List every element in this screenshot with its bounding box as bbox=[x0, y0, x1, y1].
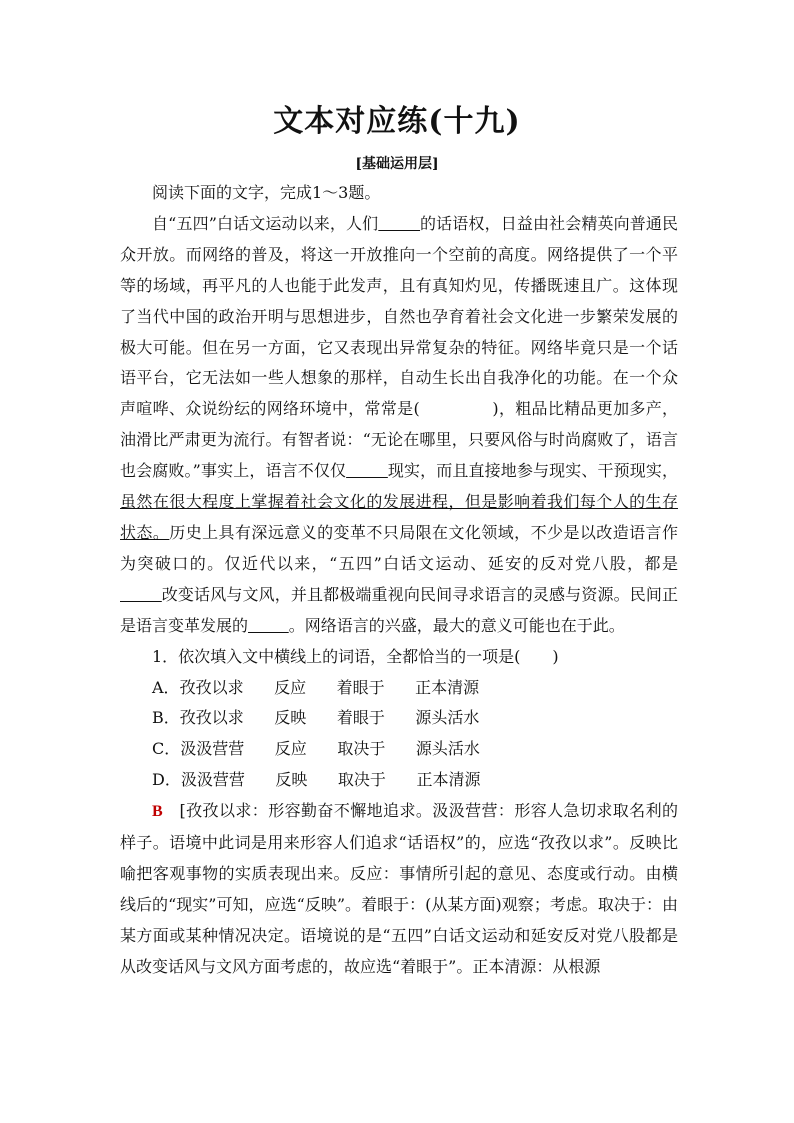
option-word: 孜孜以求 bbox=[179, 677, 244, 697]
fill-blank-4 bbox=[248, 616, 289, 635]
fill-blank-2 bbox=[346, 461, 388, 480]
option-word: 取决于 bbox=[337, 739, 386, 759]
question-stem: 1．依次填入文中横线上的词语，全都恰当的一项是( ) bbox=[152, 646, 559, 666]
option-word: 正本清源 bbox=[415, 677, 480, 697]
page-title: 文本对应练(十九) bbox=[273, 104, 521, 139]
passage-text: 的话语权，日益由社会精英向普通民众开放。而网络的普及，将这一开放推向一个空前的高度。网络提供了一个平等的场域，再平凡的人也能于此发声，且有真知灼见，传播既速且广。这体现了当代中国的政治开明与思想进步，自然也孕育着社会文化进一步繁荣发展的极大可能。但在另一方面，它又表现出异常复杂的特征。网络毕竟只是一个话语平台，它无法如一些人想象的那样，自动生长出自我净化的功能。在一个众声喧哗、众说纷纭的网络环境中，常常是( bbox=[120, 213, 678, 419]
passage-text: 改变话风与文风，并且都极端重视向民间寻求语言的灵感与资源。民间正是语言变革发展的 bbox=[120, 584, 678, 635]
document-body bbox=[120, 178, 678, 983]
passage-text: )，粗品比精品更加多产，油滑比严肃更为流行。有智者说：“无论在哪里，只要风俗与时尚腐败了，语言也会腐败。”事实上，语言不仅仅 bbox=[120, 399, 678, 481]
fill-blank-1 bbox=[378, 214, 420, 233]
option-label: A． bbox=[152, 677, 180, 697]
option-b bbox=[120, 703, 678, 734]
option-word: 取决于 bbox=[337, 770, 386, 790]
passage-text: 现实，而且直接地参与现实、干预现实， bbox=[387, 461, 679, 481]
option-label: C． bbox=[152, 739, 181, 759]
option-a bbox=[120, 673, 678, 704]
option-word: 正本清源 bbox=[416, 770, 481, 790]
option-word: 反应 bbox=[274, 739, 307, 759]
underlined-sentence: 虽然在很大程度上掌握着社会文化的发展进程，但是影响着我们每个人的生存状态。 bbox=[120, 492, 678, 542]
option-word: 汲汲营营 bbox=[180, 770, 245, 790]
option-word: 源头活水 bbox=[415, 708, 480, 728]
passage-paragraph bbox=[120, 209, 678, 642]
reading-instruction: 阅读下面的文字，完成1～3题。 bbox=[152, 183, 381, 202]
fill-blank-3 bbox=[120, 585, 162, 604]
answer-explanation bbox=[120, 796, 678, 982]
passage-text: 历史上具有深远意义的变革不只局限在文化领域，不少是以改造语言作为突破口的。仅近代以来，“五四”白话文运动、延安的反对党八股，都是 bbox=[120, 522, 678, 573]
option-word: 汲汲营营 bbox=[180, 739, 245, 759]
paren-gap bbox=[420, 394, 493, 425]
option-c bbox=[120, 734, 678, 765]
option-label: B． bbox=[152, 708, 180, 728]
option-word: 着眼于 bbox=[336, 708, 385, 728]
option-d bbox=[120, 765, 678, 796]
answer-letter: B bbox=[152, 803, 163, 821]
option-word: 着眼于 bbox=[336, 677, 385, 697]
option-label: D． bbox=[152, 770, 181, 790]
option-word: 反映 bbox=[275, 770, 308, 790]
option-word: 反映 bbox=[274, 708, 307, 728]
passage-text: 自“五四”白话文运动以来，人们 bbox=[152, 213, 379, 233]
option-word: 反应 bbox=[274, 677, 307, 697]
passage-text: 。网络语言的兴盛，最大的意义可能也在于此。 bbox=[288, 615, 625, 635]
option-word: 孜孜以求 bbox=[179, 708, 244, 728]
option-word: 源头活水 bbox=[415, 739, 480, 759]
explanation-text: [孜孜以求：形容勤奋不懈地追求。汲汲营营：形容人急切求取名利的样子。语境中此词是用来形容人们追求“话语权”的，应选“孜孜以求”。反映比喻把客观事物的实质表现出来。反应：事情所引起的意见、态度或行动。由横线后的“现实”可知，应选“反映”。着眼于：(从某方面)观察；考虑。取决于：由某方面或某种情况决定。语境说的是“五四”白话文运动和延安反对党八股都是从改变话风与文风方面考虑的，故应选“着眼于”。正本清源：从根源 bbox=[120, 801, 678, 976]
section-heading: [基础运用层] bbox=[355, 156, 439, 172]
